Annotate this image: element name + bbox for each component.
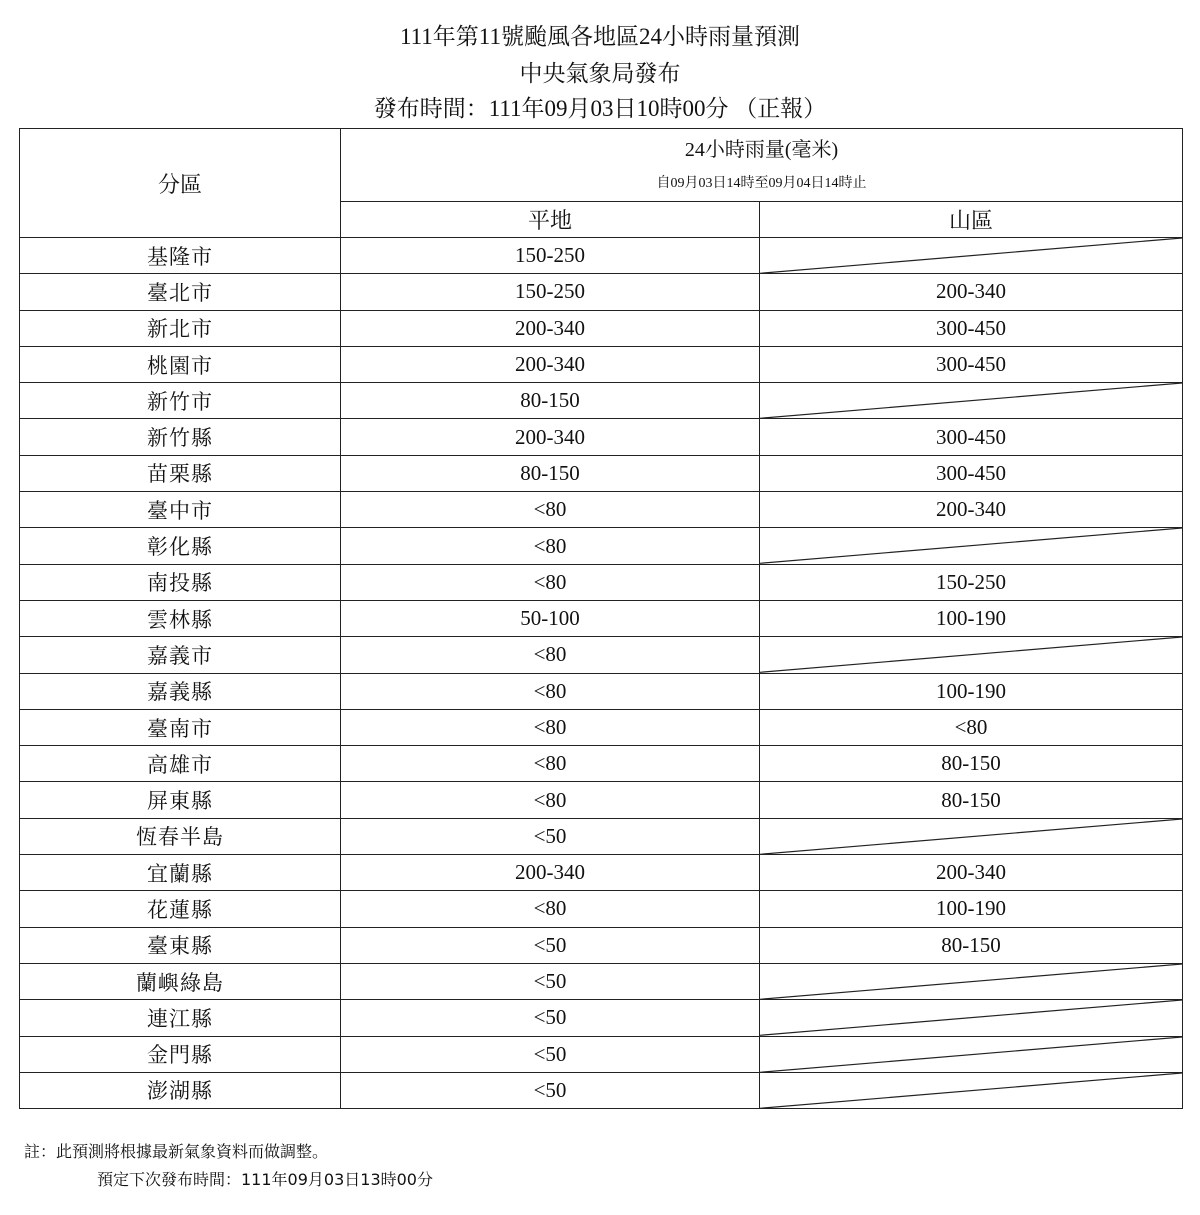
diagonal-strike-icon xyxy=(760,819,1182,854)
region-cell: 新竹縣 xyxy=(20,419,341,455)
region-column-header: 分區 xyxy=(20,129,341,238)
mountain-rainfall-cell: 200-340 xyxy=(760,855,1183,891)
plain-rainfall-cell: <80 xyxy=(341,492,760,528)
mountain-rainfall-cell: 100-190 xyxy=(760,891,1183,927)
plain-rainfall-cell: 200-340 xyxy=(341,310,760,346)
not-applicable-cell xyxy=(760,238,1183,274)
diagonal-strike-icon xyxy=(760,1073,1182,1108)
forecast-period: 自09月03日14時至09月04日14時止 xyxy=(656,176,867,191)
region-cell: 彰化縣 xyxy=(20,528,341,564)
region-cell: 臺南市 xyxy=(20,709,341,745)
plain-rainfall-cell: <50 xyxy=(341,1036,760,1072)
diagonal-strike-icon xyxy=(760,637,1182,672)
region-cell: 基隆市 xyxy=(20,238,341,274)
issue-time: 發布時間：111年09月03日10時00分 （正報） xyxy=(373,96,827,121)
table-row xyxy=(20,310,1183,346)
region-cell: 桃園市 xyxy=(20,346,341,382)
page-title: 111年第11號颱風各地區24小時雨量預測 xyxy=(400,24,800,49)
region-cell: 臺北市 xyxy=(20,274,341,310)
table-row xyxy=(20,455,1183,491)
table-row xyxy=(20,346,1183,382)
region-cell: 臺東縣 xyxy=(20,927,341,963)
mountain-rainfall-cell: <80 xyxy=(760,709,1183,745)
diagonal-strike-icon xyxy=(760,528,1182,563)
table-row xyxy=(20,855,1183,891)
region-cell: 新北市 xyxy=(20,310,341,346)
mountain-rainfall-cell: 200-340 xyxy=(760,492,1183,528)
plain-rainfall-cell: <80 xyxy=(341,746,760,782)
plain-rainfall-cell: <50 xyxy=(341,818,760,854)
region-cell: 宜蘭縣 xyxy=(20,855,341,891)
table-row xyxy=(20,238,1183,274)
region-cell: 嘉義市 xyxy=(20,637,341,673)
region-cell: 南投縣 xyxy=(20,564,341,600)
table-row xyxy=(20,274,1183,310)
next-issue-time: 預定下次發布時間：111年09月03日13時00分 xyxy=(97,1170,433,1189)
table-row xyxy=(20,673,1183,709)
not-applicable-cell xyxy=(760,637,1183,673)
region-cell: 連江縣 xyxy=(20,1000,341,1036)
region-cell: 雲林縣 xyxy=(20,600,341,636)
not-applicable-cell xyxy=(760,528,1183,564)
plain-rainfall-cell: 200-340 xyxy=(341,346,760,382)
table-row xyxy=(20,564,1183,600)
mountain-rainfall-cell: 80-150 xyxy=(760,927,1183,963)
region-cell: 恆春半島 xyxy=(20,818,341,854)
table-row xyxy=(20,383,1183,419)
region-cell: 苗栗縣 xyxy=(20,455,341,491)
issuer-line: 中央氣象局發布 xyxy=(519,61,681,87)
table-row xyxy=(20,492,1183,528)
plain-rainfall-cell: 50-100 xyxy=(341,600,760,636)
plain-rainfall-cell: 80-150 xyxy=(341,455,760,491)
diagonal-strike-icon xyxy=(760,964,1182,999)
note-line: 註：此預測將根據最新氣象資料而做調整。 xyxy=(24,1142,329,1161)
mountain-rainfall-cell: 100-190 xyxy=(760,600,1183,636)
table-row xyxy=(20,419,1183,455)
rainfall-forecast-table xyxy=(19,128,1183,1109)
plain-rainfall-cell: 80-150 xyxy=(341,383,760,419)
plain-rainfall-cell: <80 xyxy=(341,564,760,600)
diagonal-strike-icon xyxy=(760,1037,1182,1072)
table-row xyxy=(20,963,1183,999)
table-row xyxy=(20,637,1183,673)
plain-rainfall-cell: <80 xyxy=(341,528,760,564)
not-applicable-cell xyxy=(760,1036,1183,1072)
mountain-column-header: 山區 xyxy=(760,202,1183,238)
table-row xyxy=(20,709,1183,745)
not-applicable-cell xyxy=(760,1000,1183,1036)
diagonal-strike-icon xyxy=(760,238,1182,273)
plain-rainfall-cell: <80 xyxy=(341,782,760,818)
plain-rainfall-cell: <50 xyxy=(341,963,760,999)
not-applicable-cell xyxy=(760,383,1183,419)
mountain-rainfall-cell: 300-450 xyxy=(760,346,1183,382)
plain-rainfall-cell: 150-250 xyxy=(341,238,760,274)
rainfall-header-cell xyxy=(341,129,1183,202)
not-applicable-cell xyxy=(760,963,1183,999)
not-applicable-cell xyxy=(760,818,1183,854)
region-cell: 花蓮縣 xyxy=(20,891,341,927)
plain-rainfall-cell: <50 xyxy=(341,1072,760,1108)
rainfall-header: 24小時雨量(毫米) xyxy=(684,139,839,161)
mountain-rainfall-cell: 300-450 xyxy=(760,310,1183,346)
table-row xyxy=(20,1000,1183,1036)
region-cell: 新竹市 xyxy=(20,383,341,419)
table-row xyxy=(20,891,1183,927)
mountain-rainfall-cell: 80-150 xyxy=(760,746,1183,782)
mountain-rainfall-cell: 100-190 xyxy=(760,673,1183,709)
table-row xyxy=(20,528,1183,564)
table-row xyxy=(20,782,1183,818)
table-row xyxy=(20,818,1183,854)
region-cell: 臺中市 xyxy=(20,492,341,528)
plain-rainfall-cell: <80 xyxy=(341,637,760,673)
region-cell: 金門縣 xyxy=(20,1036,341,1072)
plain-rainfall-cell: <80 xyxy=(341,709,760,745)
mountain-rainfall-cell: 150-250 xyxy=(760,564,1183,600)
region-cell: 屏東縣 xyxy=(20,782,341,818)
plain-rainfall-cell: 200-340 xyxy=(341,855,760,891)
mountain-rainfall-cell: 300-450 xyxy=(760,419,1183,455)
plain-rainfall-cell: 200-340 xyxy=(341,419,760,455)
region-cell: 蘭嶼綠島 xyxy=(20,963,341,999)
table-body xyxy=(20,238,1183,1109)
mountain-rainfall-cell: 200-340 xyxy=(760,274,1183,310)
table-row xyxy=(20,927,1183,963)
plain-rainfall-cell: <50 xyxy=(341,1000,760,1036)
plain-rainfall-cell: <80 xyxy=(341,891,760,927)
region-cell: 高雄市 xyxy=(20,746,341,782)
region-cell: 嘉義縣 xyxy=(20,673,341,709)
plain-rainfall-cell: 150-250 xyxy=(341,274,760,310)
mountain-rainfall-cell: 300-450 xyxy=(760,455,1183,491)
plain-rainfall-cell: <50 xyxy=(341,927,760,963)
region-cell: 澎湖縣 xyxy=(20,1072,341,1108)
table-row xyxy=(20,600,1183,636)
not-applicable-cell xyxy=(760,1072,1183,1108)
plain-column-header: 平地 xyxy=(341,202,760,238)
table-row xyxy=(20,1072,1183,1108)
table-row xyxy=(20,746,1183,782)
mountain-rainfall-cell: 80-150 xyxy=(760,782,1183,818)
plain-rainfall-cell: <80 xyxy=(341,673,760,709)
diagonal-strike-icon xyxy=(760,383,1182,418)
diagonal-strike-icon xyxy=(760,1000,1182,1035)
table-row xyxy=(20,1036,1183,1072)
